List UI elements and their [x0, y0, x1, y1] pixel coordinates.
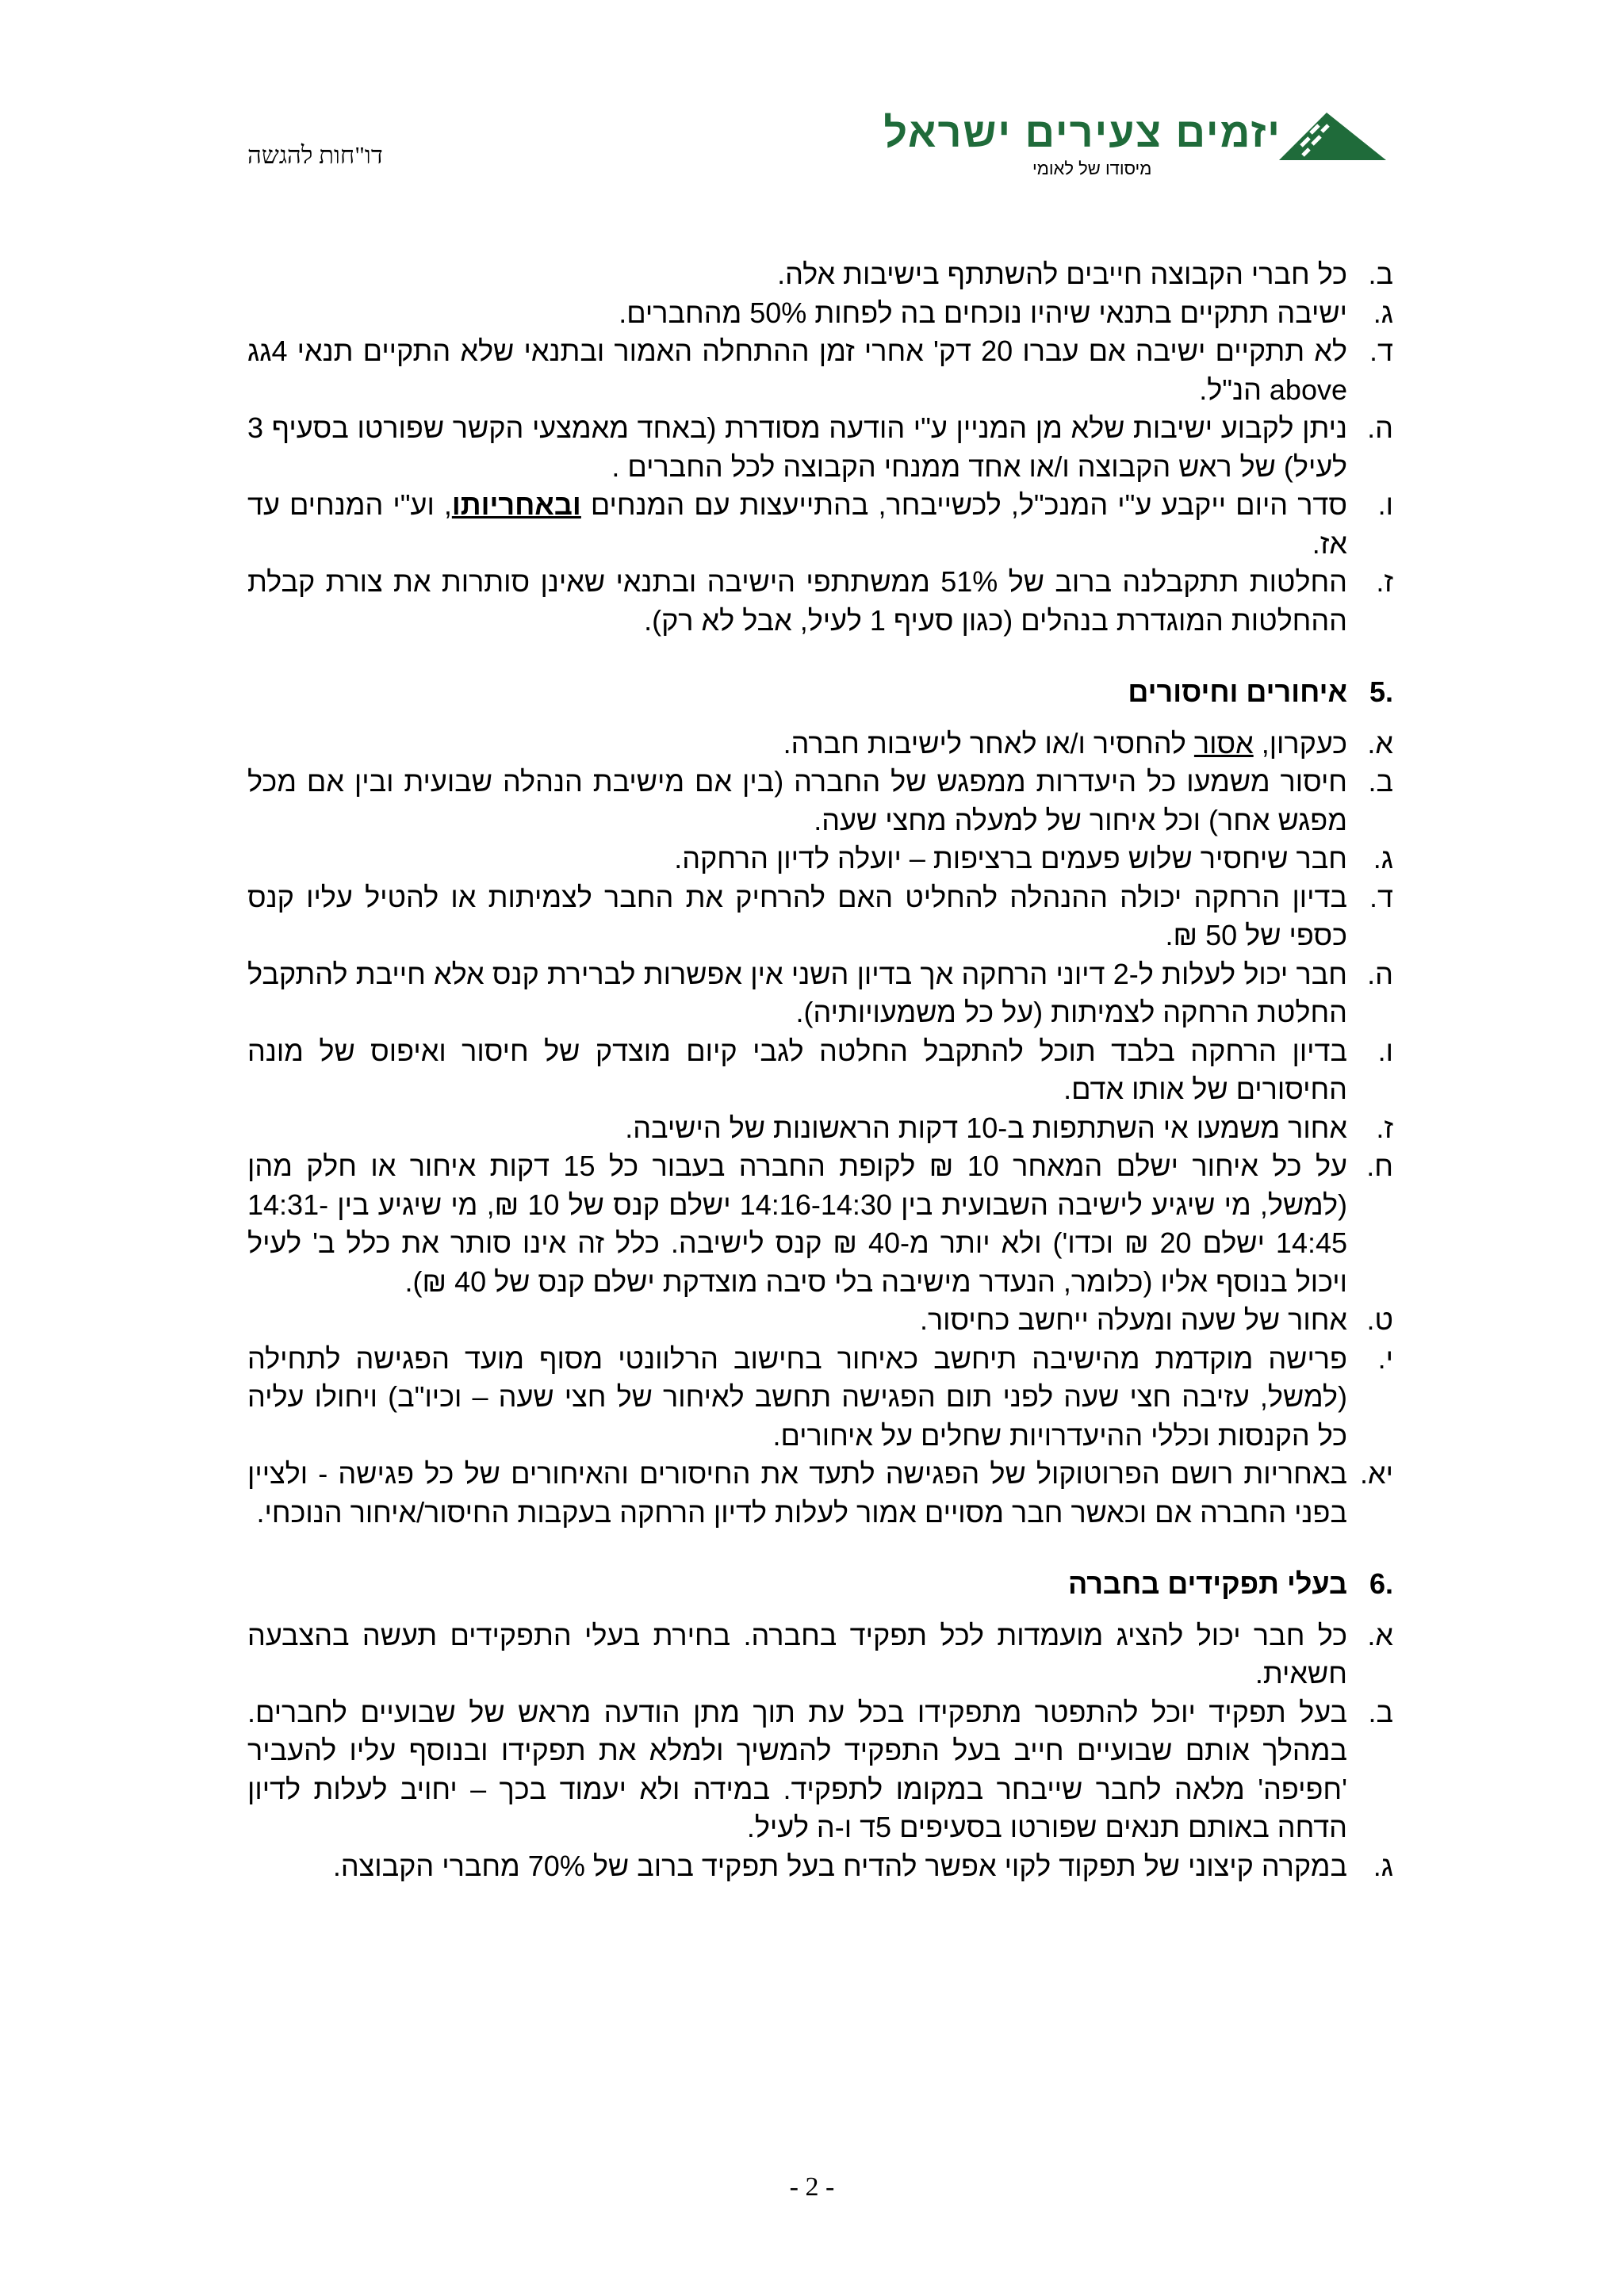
list-item — [247, 1847, 1393, 1886]
item-letter: א. — [1367, 726, 1393, 760]
list-item — [247, 409, 1393, 486]
list-item — [247, 840, 1393, 878]
list-item — [247, 1032, 1393, 1109]
item-text: כעקרון, — [1253, 726, 1347, 760]
item-letter: ה. — [1367, 957, 1393, 990]
emphasized-text: ובאחריותו — [451, 488, 581, 521]
item-letter: ה. — [1367, 411, 1393, 444]
list-item — [247, 955, 1393, 1032]
item-text: במקרה קיצוני של תפקוד לקוי אפשר להדיח בעל תפקיד ברוב של 70% מחברי הקבוצה. — [332, 1849, 1347, 1882]
section-number: .6 — [1369, 1567, 1393, 1600]
item-text: לא תתקיים ישיבה אם עברו 20 דק' אחרי זמן ההתחלה האמור ובתנאי שלא התקיים תנאי 4גג above הנ"ל. — [247, 335, 1347, 406]
item-letter: ב. — [1368, 1695, 1393, 1728]
item-letter: ג. — [1373, 296, 1393, 329]
item-text: ניתן לקבוע ישיבות שלא מן המניין ע"י הודעה מסודרת (באחד מאמצעי הקשר שפורטו בסעיף 3 לעיל) של ראש הקבוצה ו/או אחד ממנחי הקבוצה לכל החברים . — [247, 411, 1347, 483]
list-item — [247, 1109, 1393, 1148]
item-text: אחור משמעו אי השתתפות ב-10 דקות הראשונות של הישיבה. — [625, 1111, 1347, 1144]
list-item — [247, 1340, 1393, 1456]
list-item — [247, 1147, 1393, 1301]
item-text: אחור של שעה ומעלה ייחשב כחיסור. — [919, 1303, 1347, 1336]
item-letter: יא. — [1360, 1457, 1393, 1490]
list-item — [247, 332, 1393, 409]
item-text: , וע"י המנחים עד אז. — [247, 488, 1347, 560]
section-number: .5 — [1369, 675, 1393, 708]
page-number: - 2 - — [789, 2172, 835, 2202]
item-letter: ג. — [1373, 842, 1393, 874]
item-text: על כל איחור ישלם המאחר 10 ₪ לקופת החברה בעבור כל 15 דקות איחור או חלק מהן (למשל, מי שיגיע לישיבה השבועית בין 14:16-14:30 ישלם קנס של 10 ₪, מי שיגיע בין 14:31-14:45 ישלם 20 ₪ וכדו') ולא יותר מ-40 ₪ קנס לישיבה. כלל זה אינו סותר את כלל ב' לעיל ויכול בנוסף אליו (כלומר, הנעדר מישיבה בלי סיבה מוצדקת ישלם קנס של 40 ₪). — [247, 1150, 1348, 1298]
list-item — [247, 763, 1393, 840]
item-text: חיסור משמעו כל היעדרות ממפגש של החברה (בין אם מישיבת הנהלה שבועית ובין אם מכל מפגש אחר) וכל איחור של למעלה מחצי שעה. — [247, 765, 1347, 836]
item-letter: ב. — [1368, 258, 1393, 290]
list-item — [247, 1455, 1393, 1532]
list-item — [247, 1301, 1393, 1340]
item-text: באחריות רושם הפרוטוקול של הפגישה לתעד את החיסורים והאיחורים של כל פגישה - ולציין בפני החברה אם וכאשר חבר מסויים אמור לעלות לדיון הרחקה בעקבות החיסור/איחור הנוכחי. — [247, 1457, 1347, 1529]
item-text: להחסיר ו/או לאחר לישיבות חברה. — [783, 726, 1194, 760]
list-item — [247, 563, 1393, 640]
item-letter: ג. — [1373, 1849, 1393, 1882]
item-letter: א. — [1367, 1618, 1393, 1651]
item-text: בדיון הרחקה יכולה ההנהלה להחליט האם להרחיק את החבר לצמיתות או להטיל עליו קנס כספי של 50 ₪. — [247, 880, 1347, 951]
document-label: דו"חות להגשה — [247, 141, 383, 169]
item-text: כל חבר יכול להציג מועמדות לכל תפקיד בחברה. בחירת בעלי התפקידים תעשה בהצבעה חשאית. — [247, 1618, 1347, 1689]
item-letter: ז. — [1376, 565, 1393, 598]
logo-name: יזמים צעירים ישראל — [883, 110, 1281, 156]
list-item — [247, 486, 1393, 563]
item-letter: ב. — [1368, 765, 1393, 798]
underlined-text: אסור — [1193, 726, 1254, 760]
list-item — [247, 725, 1393, 763]
section-title: איחורים וחיסורים — [1128, 675, 1347, 708]
item-text: פרישה מוקדמת מהישיבה תיחשב כאיחור בחישוב הרלוונטי מסוף מועד הפגישה לתחילה (למשל, עזיבה חצי שעה לפני תום הפגישה תחשב לאיחור של חצי שעה – וכיו"ב) ויחולו עליה כל הקנסות וכללי ההיעדרויות שחלים על איחורים. — [247, 1341, 1347, 1452]
organization-logo — [871, 109, 1386, 189]
item-text: ישיבה תתקיים בתנאי שיהיו נוכחים בה לפחות 50% מהחברים. — [619, 296, 1347, 329]
list-item — [247, 878, 1393, 955]
item-text: חבר יכול לעלות ל-2 דיוני הרחקה אך בדיון השני אין אפשרות לברירת קנס אלא חייבת להתקבל החלטת הרחקה לצמיתות (על כל משמעויותיה). — [247, 957, 1347, 1028]
item-letter: ט. — [1366, 1303, 1393, 1336]
list-item — [247, 255, 1393, 294]
list-item — [247, 1617, 1393, 1693]
section-heading — [247, 673, 1393, 712]
list-item — [247, 294, 1393, 333]
item-letter: ז. — [1376, 1111, 1393, 1144]
section-title: בעלי תפקידים בחברה — [1067, 1567, 1347, 1600]
section-heading — [247, 1565, 1393, 1604]
item-letter: ו. — [1377, 1034, 1393, 1067]
document-body — [247, 255, 1393, 1885]
item-text: החלטות תתקבלנה ברוב של 51% ממשתתפי הישיבה ובתנאי שאינן סותרות את צורת קבלת ההחלטות המוגדרת בנהלים (כגון סעיף 1 לעיל, אבל לא רק). — [247, 565, 1348, 637]
item-letter: ד. — [1369, 880, 1393, 913]
item-text: בדיון הרחקה בלבד תוכל להתקבל החלטה לגבי קיום מוצדק של חיסור ואיפוס של מונה החיסורים של אותו אדם. — [247, 1034, 1347, 1105]
item-text: בעל תפקיד יוכל להתפטר מתפקידו בכל עת תוך מתן הודעה מראש של שבועיים לחברים. במהלך אותם שבועיים חייב בעל התפקיד להמשיך ולמלא את תפקידו ובנוסף עליו להעביר 'חפיפה' מלאה לחבר שייבחר במקומו לתפקיד. במידה ולא יעמוד בכך – יחויב לעלות לדיון הדחה באותם תנאים שפורטו בסעיפים 5ד ו-ה לעיל. — [247, 1695, 1347, 1843]
item-letter: י. — [1377, 1341, 1393, 1375]
item-text: סדר היום ייקבע ע"י המנכ"ל, לכשייבחר, בהתייעצות עם המנחים — [580, 488, 1347, 521]
item-letter: ו. — [1377, 488, 1393, 521]
item-letter: ח. — [1366, 1150, 1393, 1182]
logo-subtitle: מיסודו של לאומי — [1032, 159, 1152, 178]
item-text: כל חברי הקבוצה חייבים להשתתף בישיבות אלה. — [777, 258, 1347, 290]
logo-mountain-icon — [1279, 113, 1386, 160]
item-text: חבר שיחסיר שלוש פעמים ברציפות – יועלה לדיון הרחקה. — [674, 842, 1347, 874]
list-item — [247, 1693, 1393, 1847]
item-letter: ד. — [1369, 335, 1393, 367]
